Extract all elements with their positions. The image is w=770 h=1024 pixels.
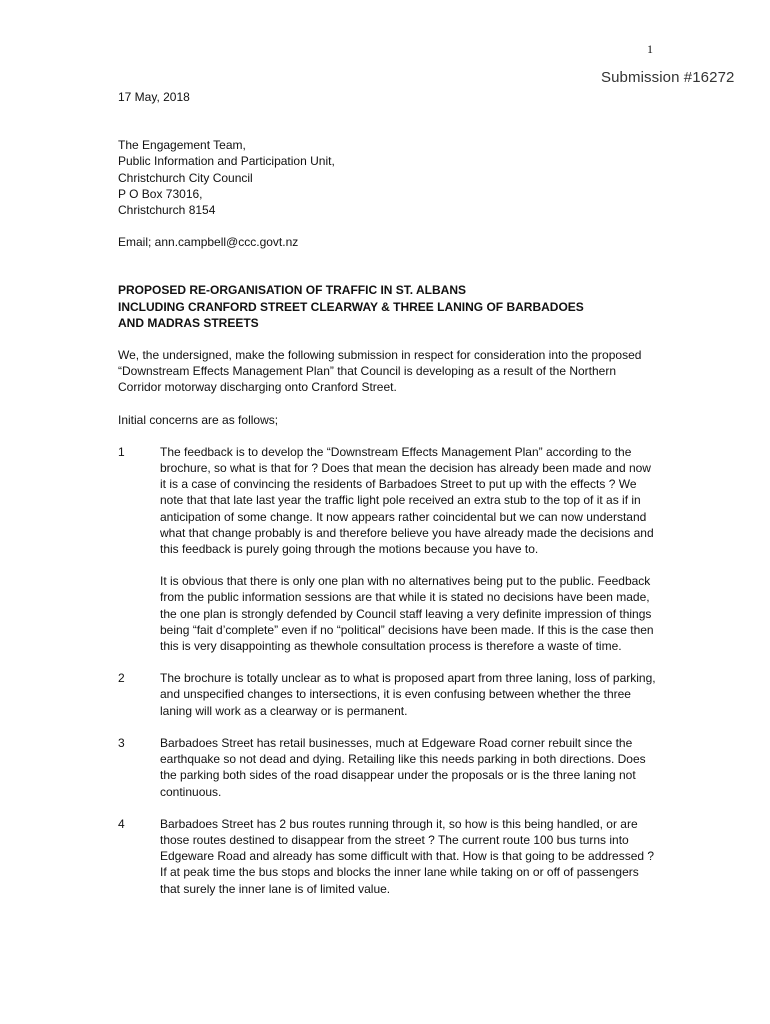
- concern-number: 4: [118, 816, 125, 831]
- concern-paragraph: Barbadoes Street has 2 bus routes running through it, so how is this being handled, or are those routes destined to disappear from the street ? The current route 100 bus turns into Edgeware Road and already has some difficult with that. How is that going to be addressed ? If at peak time the bus stops and blocks the inner lane while taking on or off of passengers that surely the inner lane is of limited value.: [160, 816, 655, 896]
- address-line: Christchurch 8154: [118, 203, 216, 218]
- concern-number: 1: [118, 444, 125, 459]
- submission-id: Submission #16272: [601, 69, 735, 86]
- concern-paragraph: Barbadoes Street has retail businesses, much at Edgeware Road corner rebuilt since the earthquake so not dead and dying. Retailing like this needs parking in both directions. Does the parking both sides of the road disappear under the proposals or is the three laning not continuous.: [160, 735, 646, 799]
- concern-item: [118, 816, 658, 897]
- address-line: Public Information and Participation Unit,: [118, 154, 335, 169]
- letter-date: 17 May, 2018: [118, 90, 190, 104]
- address-line: P O Box 73016,: [118, 186, 203, 201]
- concern-body: [160, 444, 658, 654]
- heading-line: PROPOSED RE-ORGANISATION OF TRAFFIC IN ST. ALBANS: [118, 283, 467, 298]
- submission-heading: [118, 282, 658, 331]
- concern-body: [160, 670, 658, 719]
- concern-item: [118, 735, 658, 800]
- recipient-email: Email; ann.campbell@ccc.govt.nz: [118, 235, 299, 250]
- address-line: The Engagement Team,: [118, 138, 246, 153]
- concern-body: [160, 816, 658, 897]
- concern-paragraph: It is obvious that there is only one plan with no alternatives being put to the public. Feedback from the public information sessions are that while it is stated no decisions have been made, the one plan is strongly defended by Council staff leaving a very definite impression of things being “fait d’complete” even if no “political” decisions have been made. If this is the case then this is very disappointing as thewhole consultation process is therefore a waste of time.: [160, 574, 654, 654]
- concern-item: [118, 670, 658, 719]
- concerns-lead: Initial concerns are as follows;: [118, 412, 279, 427]
- concern-paragraph: The feedback is to develop the “Downstream Effects Management Plan” according to the brochure, so what is that for ? Does that mean the decision has already been made and now it is a case of convincing the residents of Barbadoes Street to put up with the effects ? We note that that late last year the traffic light pole received an extra stub to the top of it as if in anticipation of some change. It now appears rather coincidental but we can now understand what that change probably is and therefore believe you have already made the decisions and this feedback is purely going through the motions because you have to.: [160, 444, 654, 557]
- heading-line: AND MADRAS STREETS: [118, 315, 259, 330]
- concern-body: [160, 735, 658, 800]
- concern-number: 2: [118, 671, 125, 686]
- intro-paragraph: We, the undersigned, make the following submission in respect for consideration into the proposed “Downstream Effects Management Plan” that Council is developing as a result of the Northern Corridor motorway discharging onto Cranford Street.: [118, 348, 642, 395]
- recipient-address: [118, 137, 658, 218]
- address-line: Christchurch City Council: [118, 170, 253, 185]
- concern-paragraph: The brochure is totally unclear as to what is proposed apart from three laning, loss of parking, and unspecified changes to intersections, it is even confusing between whether the three laning will work as a clearway or is permanent.: [160, 671, 656, 718]
- page-number: 1: [647, 42, 653, 56]
- concern-number: 3: [118, 735, 125, 750]
- concern-item: [118, 444, 658, 654]
- heading-line: INCLUDING CRANFORD STREET CLEARWAY & THREE LANING OF BARBADOES: [118, 299, 584, 314]
- letter-body: [118, 89, 658, 913]
